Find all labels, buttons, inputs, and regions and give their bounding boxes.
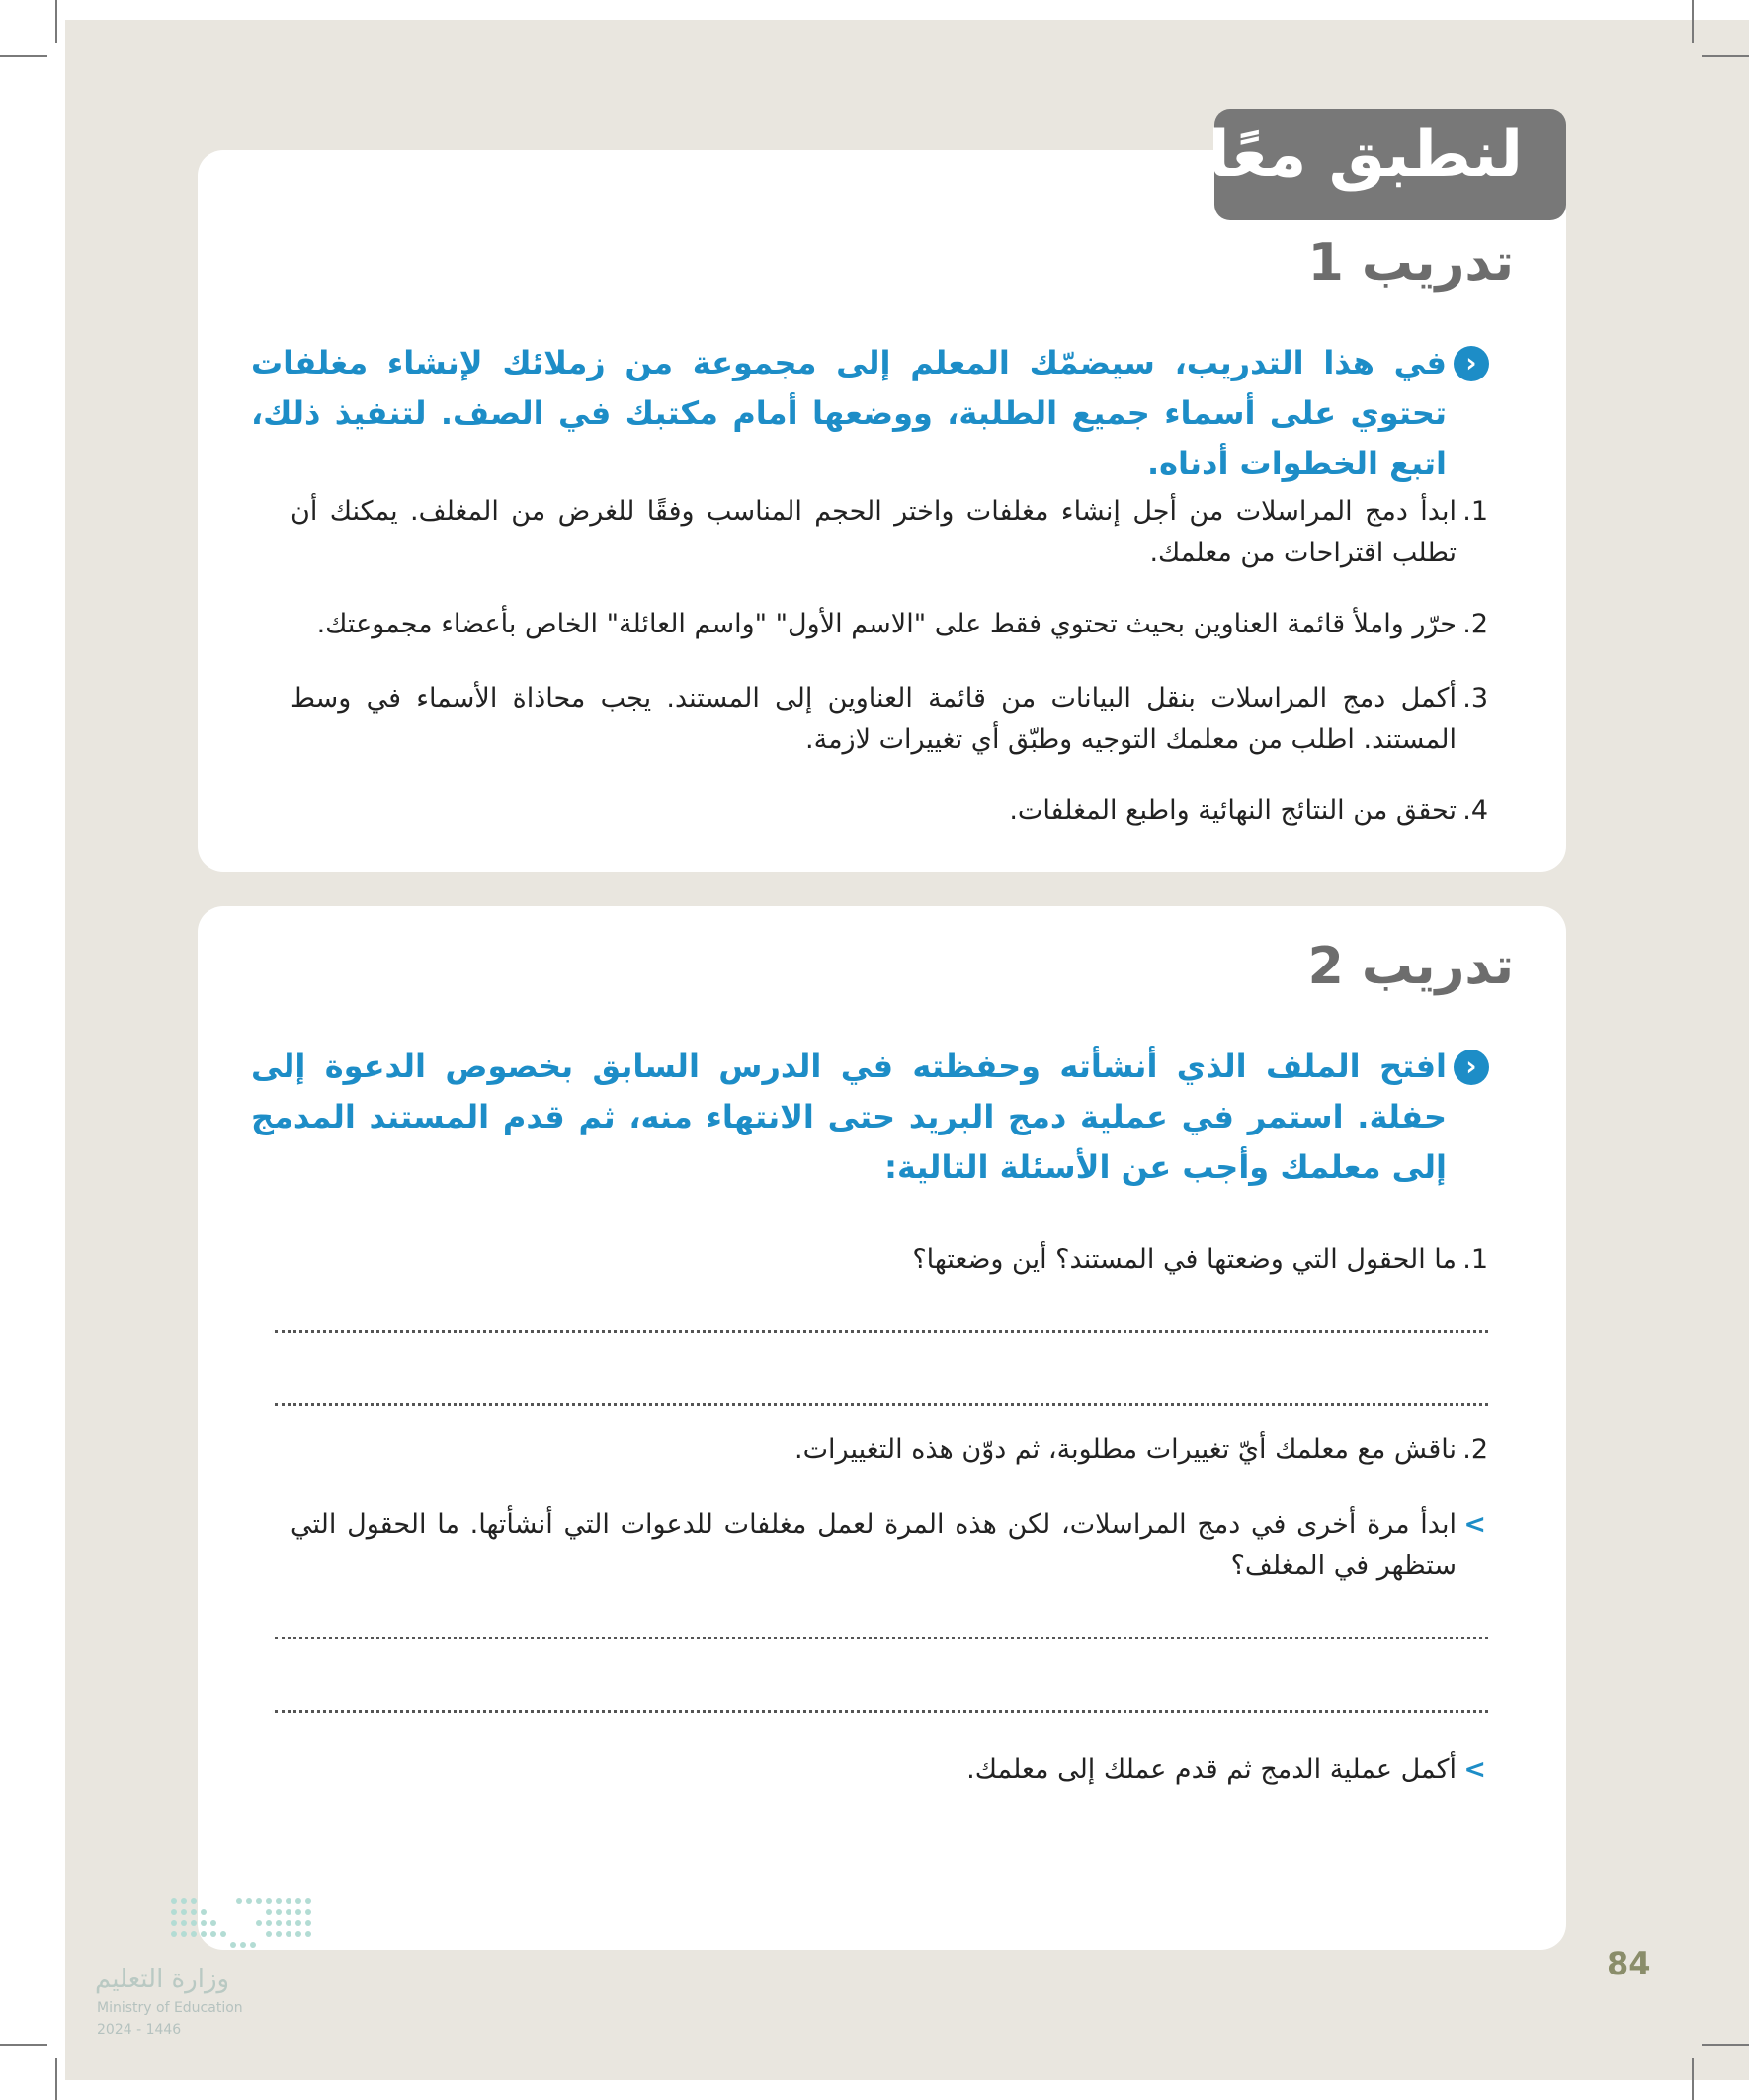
ministry-logo-dots — [95, 1895, 332, 1955]
question-text: ناقش مع معلمك أيّ تغييرات مطلوبة، ثم دوّن هذه التغييرات. — [794, 1434, 1457, 1465]
question-number: 2. — [1462, 1434, 1488, 1465]
exercise2-bullet — [291, 1504, 1486, 1587]
question-text: ما الحقول التي وضعتها في المستند؟ أين وضعتها؟ — [912, 1244, 1457, 1275]
exercise1-step — [291, 604, 1488, 645]
exercise2-intro: افتح الملف الذي أنشأته وحفظته في الدرس السابق بخصوص الدعوة إلى حفلة. استمر في عملية دمج البريد حتى الانتهاء منه، ثم قدم المستند المدمج إلى معلمك وأجب عن الأسئلة التالية: — [251, 1048, 1447, 1186]
chevron-right-circle-icon: › — [1454, 1050, 1489, 1085]
arrow-marker: > — [1463, 1509, 1486, 1540]
crop-mark — [1702, 55, 1749, 57]
exercise1-step — [291, 791, 1488, 832]
edition-year: 2024 - 1446 — [97, 2022, 182, 2038]
crop-mark — [1692, 0, 1694, 43]
step-number: 2. — [1462, 609, 1488, 639]
step-text: تحقق من النتائج النهائية واطبع المغلفات. — [1009, 796, 1457, 826]
step-number: 3. — [1462, 683, 1488, 714]
step-text: حرّر واملأ قائمة العناوين بحيث تحتوي فقط على "الاسم الأول" "واسم العائلة" الخاص بأعضاء مجموعتك. — [316, 609, 1457, 639]
answer-line[interactable] — [275, 1637, 1488, 1639]
exercise1-step — [291, 678, 1488, 761]
step-text: أكمل دمج المراسلات بنقل البيانات من قائمة العناوين إلى المستند. يجب محاذاة الأسماء في وسط المستند. اطلب من معلمك التوجيه وطبّق أي تغييرات لازمة. — [291, 683, 1457, 755]
banner-title: لنطبق معًا — [1208, 119, 1523, 192]
section-banner — [1208, 109, 1566, 220]
arrow-marker: > — [1463, 1754, 1486, 1785]
step-number: 4. — [1462, 796, 1488, 826]
answer-line[interactable] — [275, 1710, 1488, 1713]
page-number: 84 — [1607, 1945, 1651, 1982]
step-text: ابدأ دمج المراسلات من أجل إنشاء مغلفات واختر الحجم المناسب وفقًا للغرض من المغلف. يمكنك أن تطلب اقتراحات من معلمك. — [291, 496, 1457, 568]
crop-mark — [0, 55, 47, 57]
crop-mark — [1702, 2044, 1749, 2046]
bullet-text: أكمل عملية الدمج ثم قدم عملك إلى معلمك. — [966, 1754, 1457, 1785]
crop-mark — [0, 2044, 47, 2046]
crop-mark — [55, 2058, 57, 2100]
question-number: 1. — [1462, 1244, 1488, 1275]
exercise1-step — [291, 491, 1488, 574]
crop-mark — [55, 0, 57, 43]
bullet-text: ابدأ مرة أخرى في دمج المراسلات، لكن هذه المرة لعمل مغلفات للدعوات التي أنشأتها. ما الحقول التي ستظهر في المغلف؟ — [291, 1509, 1457, 1581]
crop-mark — [1692, 2058, 1694, 2100]
answer-line[interactable] — [275, 1403, 1488, 1406]
exercise2-question — [291, 1239, 1488, 1281]
step-number: 1. — [1462, 496, 1488, 527]
chevron-right-circle-icon: › — [1454, 346, 1489, 381]
ministry-logo — [95, 1895, 332, 2044]
exercise2-title: تدريب 2 — [1307, 937, 1514, 996]
ministry-name-arabic: وزارة التعليم — [95, 1965, 230, 1994]
answer-line[interactable] — [275, 1330, 1488, 1333]
exercise1-title: تدريب 1 — [1307, 233, 1514, 293]
exercise2-bullet — [291, 1749, 1486, 1791]
ministry-name-english: Ministry of Education — [97, 2000, 243, 2016]
exercise2-question — [291, 1429, 1488, 1470]
exercise1-intro: في هذا التدريب، سيضمّك المعلم إلى مجموعة من زملائك لإنشاء مغلفات تحتوي على أسماء جميع الطلبة، ووضعها أمام مكتبك في الصف. لتنفيذ ذلك، اتبع الخطوات أدناه. — [251, 344, 1447, 482]
